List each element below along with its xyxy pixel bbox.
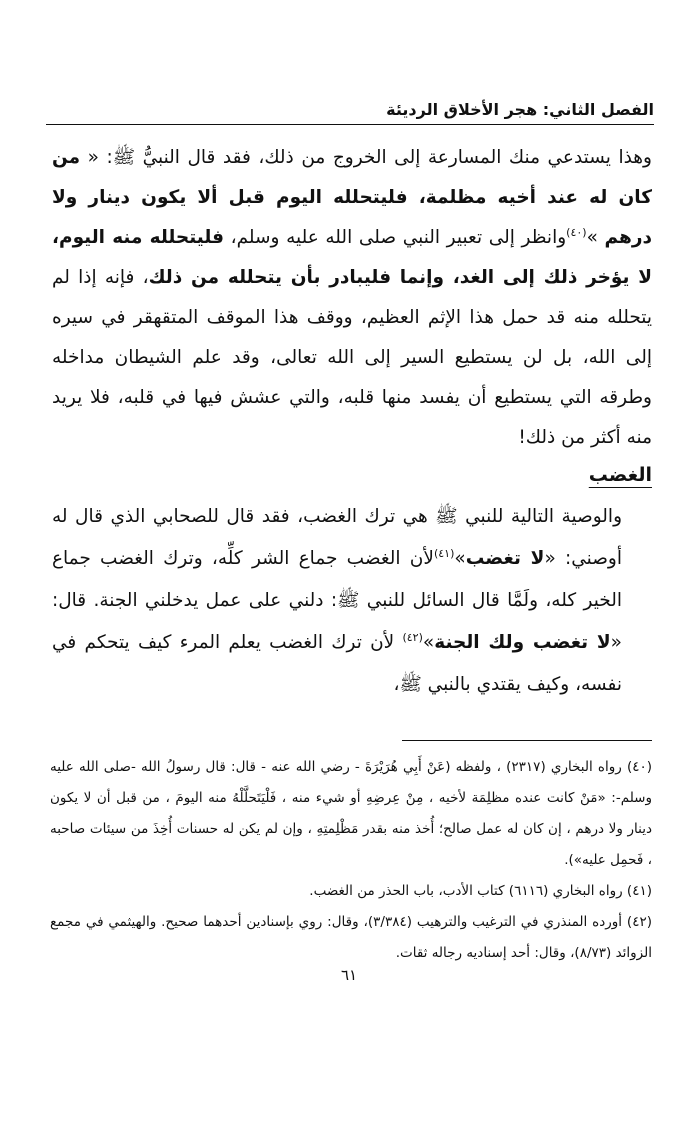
text-run: » (586, 227, 605, 248)
chapter-title: الفصل الثاني: هجر الأخلاق الرديئة (386, 100, 654, 119)
text-run: وهذا يستدعي منك المسارعة إلى الخروج من ذلك، فقد قال النبيُّ ﷺ: « (80, 147, 652, 168)
text-run: » (422, 632, 435, 653)
hadith-quote: لا تغضب (465, 548, 545, 569)
hadith-quote: من كان له عند أخيه مظلمة، فليتحلله اليوم قبل ألا يكون دينار ولا درهم (52, 147, 652, 248)
footnote-ref-41[interactable]: (٤١) (433, 546, 455, 560)
text-run: والوصية التالية للنبي ﷺ هي ترك الغضب، فقد قال للصحابي الذي قال له أوصني: « (52, 506, 623, 569)
paragraph-injustice (52, 138, 652, 458)
footnotes (50, 752, 652, 969)
paragraph-anger (52, 496, 652, 706)
text-run: وانظر إلى تعبير النبي صلى الله عليه وسلم، (224, 227, 567, 248)
page-number: ٦١ (340, 966, 358, 984)
emphasis-text: فليتحلله منه اليوم، لا يؤخر ذلك إلى الغد، وإنما فليبادر بأن يتحلله من ذلك (52, 227, 652, 288)
running-header (46, 98, 654, 125)
text-run: لأن ترك الغضب يعلم المرء كيف يتحكم في نفسه، وكيف يقتدي بالنبي ﷺ، (52, 632, 622, 695)
hadith-quote: لا تغضب ولك الجنة (434, 632, 611, 653)
footnote-40: (٤٠) رواه البخاري (٢٣١٧) ، ولفظه (عَنْ أَبِي هُرَيْرَةَ - رضي الله عنه - قال: قال رسولُ الله -صلى الله عليه وسلم-: «مَنْ كانت عنده مظلِمَة لأخيه ، مِنْ عِرضِهِ أو شيء منه ، فَلْيَتَحلَّلْهُ منه اليومَ ، من قبل أن لا يكون دينار ولا درهم ، إن كان له عمل صالح؛ أُخذ منه بقدر مَظْلِمتِهِ ، وإن لم يكن له حسنات أُخِذَ من سيئات صاحبه ، فَحمِل عليه»). (50, 759, 653, 868)
footnote-41: (٤١) رواه البخاري (٦١١٦) كتاب الأدب، باب الحذر من الغضب. (309, 883, 652, 899)
footnote-divider (402, 740, 652, 741)
paragraph (52, 496, 652, 706)
footnote-42: (٤٢) أورده المنذري في الترغيب والترهيب (٣/٣٨٤)، وقال: روي بإسنادين أحدهما صحيح. والهيثمي في مجمع الزوائد (٨/٧٣)، وقال: أحد إسناديه رجاله ثقات. (50, 914, 652, 961)
paragraph (52, 138, 652, 458)
footnote-ref-42[interactable]: (٤٢) (402, 630, 423, 644)
text-run: » (454, 548, 466, 569)
text-run: لأن الغضب جماع الشر كلِّه، وترك الغضب جماع الخير كله، ولَمَّا قال السائل للنبي ﷺ: دلني على عمل يدخلني الجنة. قال: « (52, 548, 622, 653)
text-run: ، فإنه إذا لم يتحلله منه قد حمل هذا الإثم العظيم، ووقف هذا الموقف المتقهقر في سيره إلى الله، بل لن يستطيع السير إلى الله تعالى، وقد علم الشيطان مداخله وطرقه التي يستطيع أن يفسد منها قلبه، والتي عشش فيها في قلبه، فلا يريد منه أكثر من ذلك! (52, 267, 652, 448)
footnote-ref-40[interactable]: (٤٠) (566, 225, 587, 239)
section-heading: الغضب (588, 464, 652, 486)
